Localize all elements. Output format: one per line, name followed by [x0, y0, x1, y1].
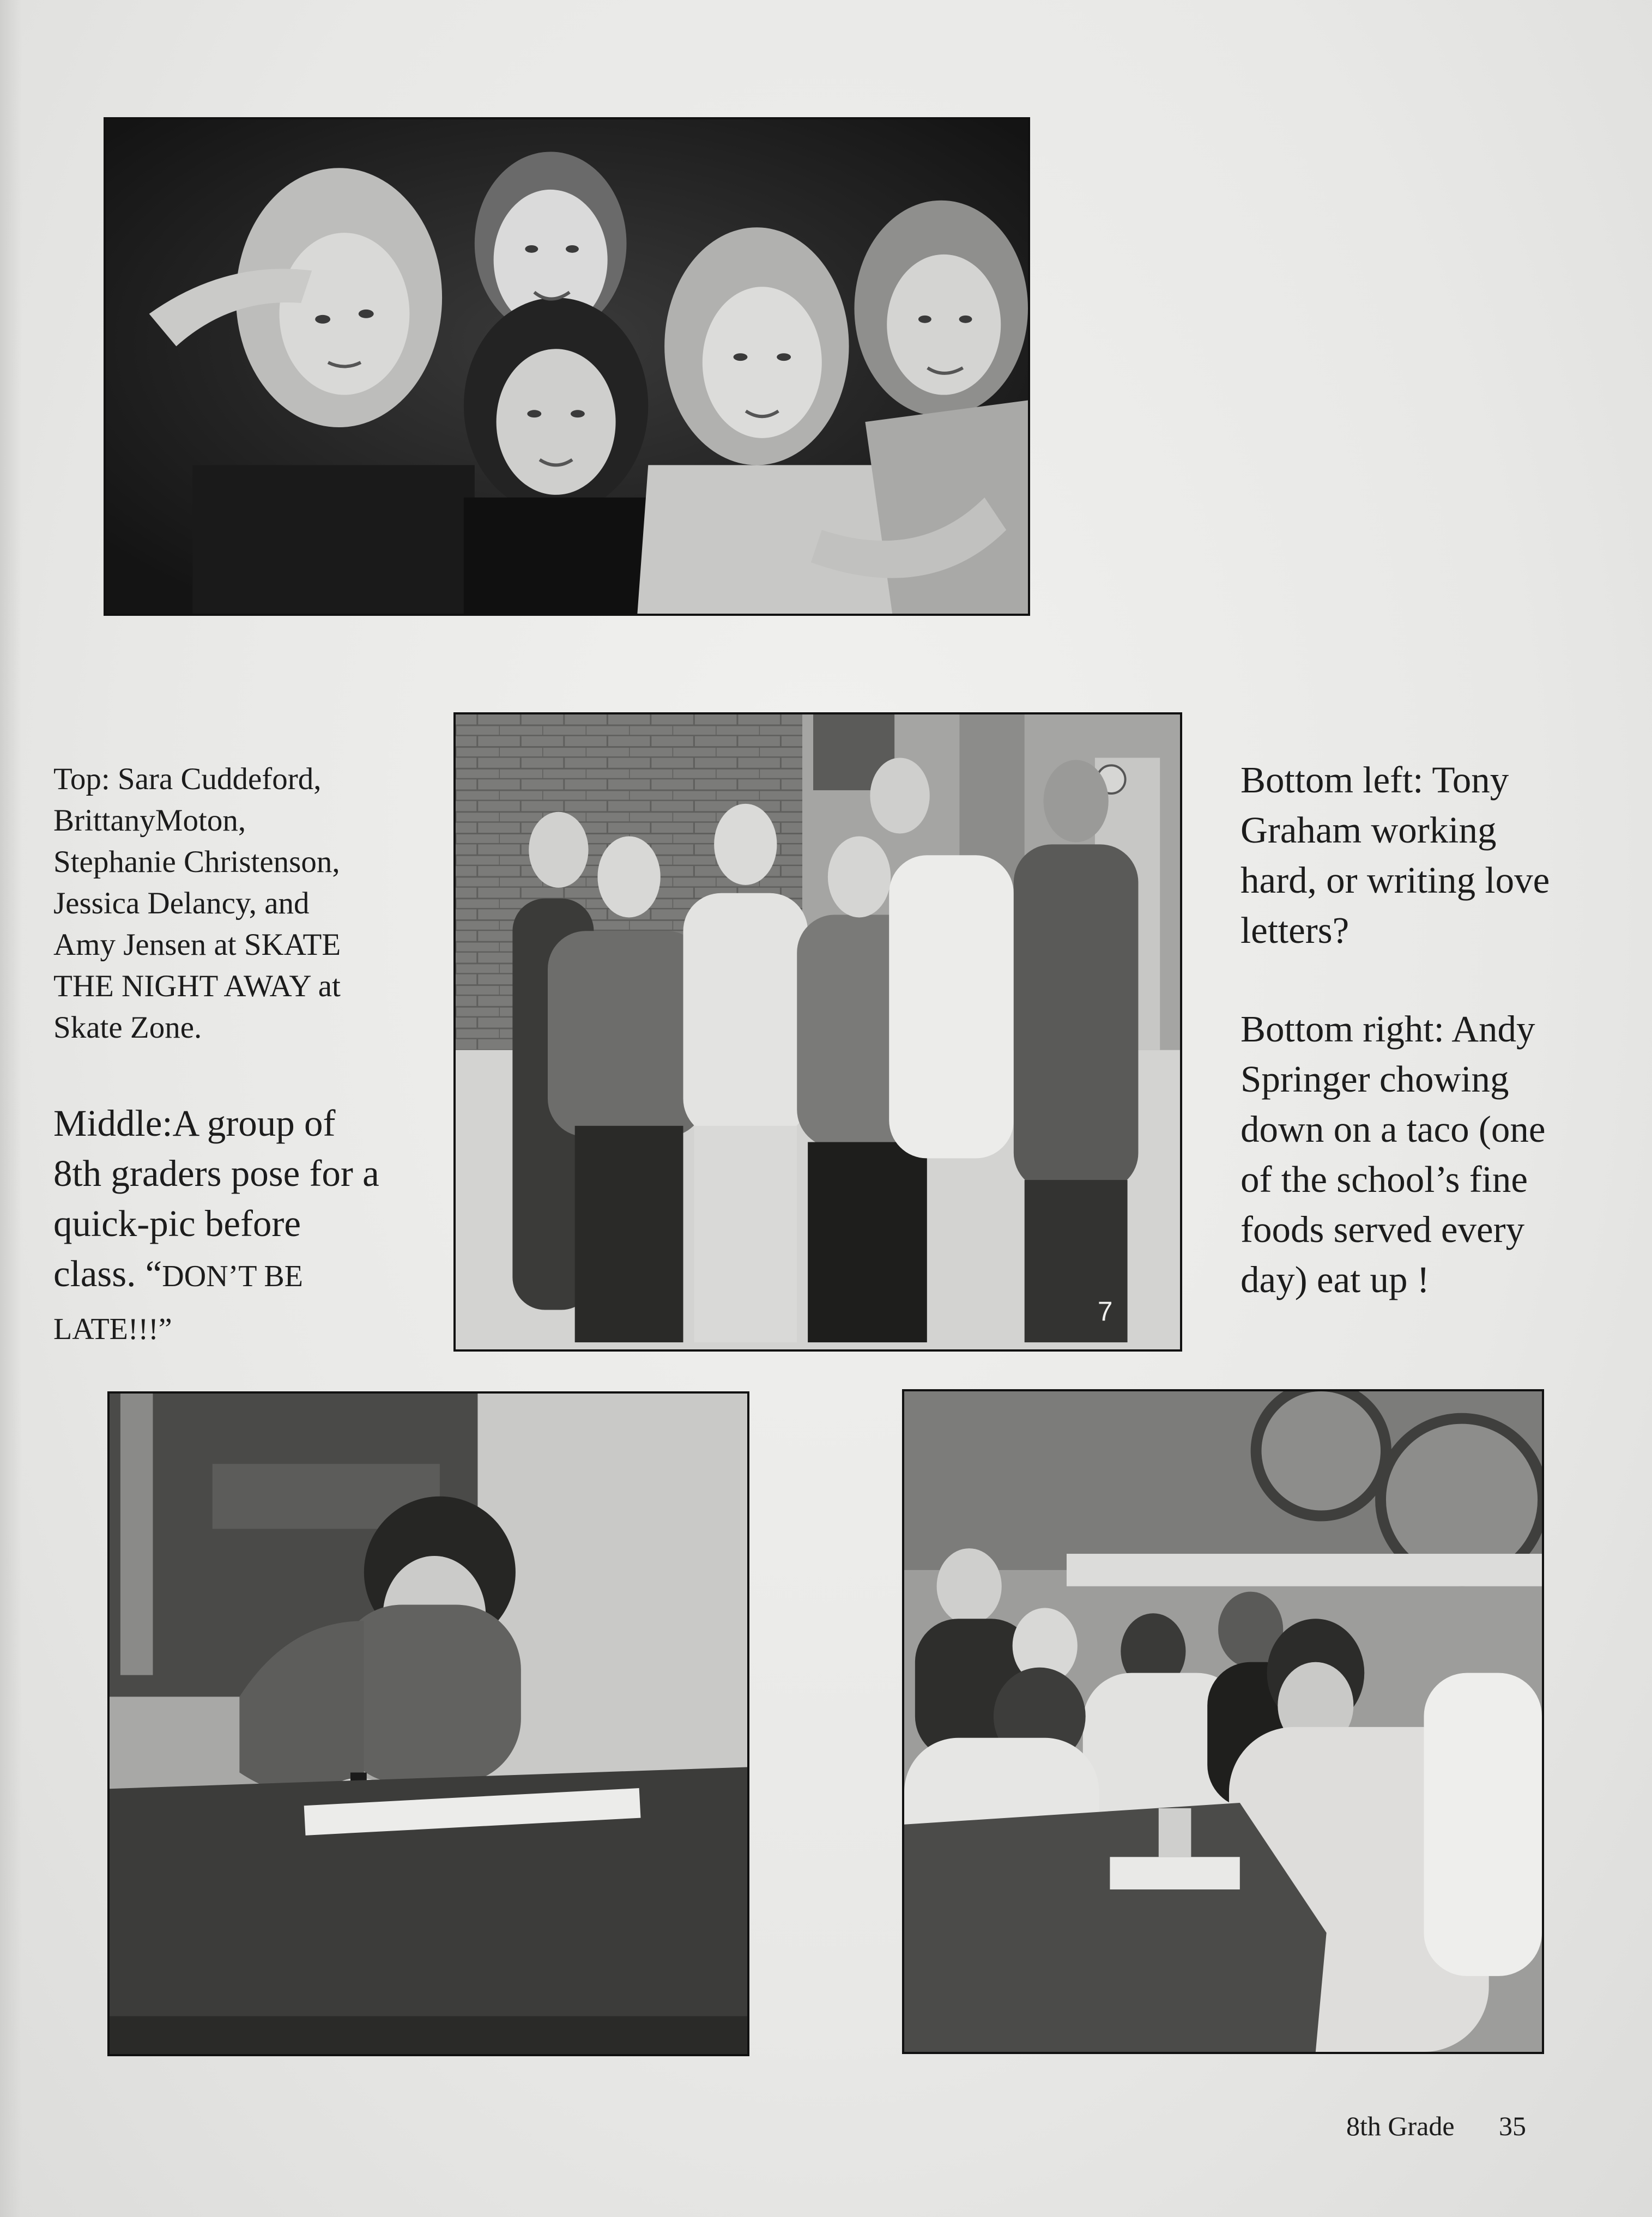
- folio-page-number: 35: [1499, 2111, 1526, 2141]
- caption-bottom-right-photo: Bottom right: Andy Springer chowing down on a taco (one of the school’s fine foods served every day) eat up !: [1240, 1008, 1546, 1300]
- folio-section-title: 8th Grade: [1346, 2111, 1455, 2141]
- caption-middle-quote: DON’T BE LATE!!!”: [53, 1259, 303, 1346]
- caption-top-photo: Top: Sara Cuddeford, BrittanyMoton, Stephanie Christenson, Jessica Delancy, and Amy Jensen at SKATE THE NIGHT AWAY at Skate Zone.: [53, 762, 341, 1045]
- svg-text:7: 7: [1097, 1296, 1113, 1327]
- binding-shadow: [0, 0, 22, 2217]
- caption-middle-photo: [53, 1098, 446, 1354]
- middle-photo: [453, 712, 1182, 1352]
- top-photo: [104, 117, 1030, 616]
- caption-middle-main: Middle:A group of 8th graders pose for a quick-pic before class. “: [53, 1103, 379, 1294]
- photo-student-writing-image: [110, 1394, 747, 2054]
- bottom-left-photo: [107, 1391, 749, 2056]
- bottom-right-photo: [902, 1389, 1544, 2054]
- group-photo-five-girls-image: [106, 119, 1028, 614]
- caption-bottom-left-photo: Bottom left: Tony Graham working hard, or writing love letters?: [1240, 759, 1550, 951]
- photo-cafeteria-lunch-image: [904, 1391, 1542, 2052]
- group-photo-hallway-image: [456, 714, 1180, 1349]
